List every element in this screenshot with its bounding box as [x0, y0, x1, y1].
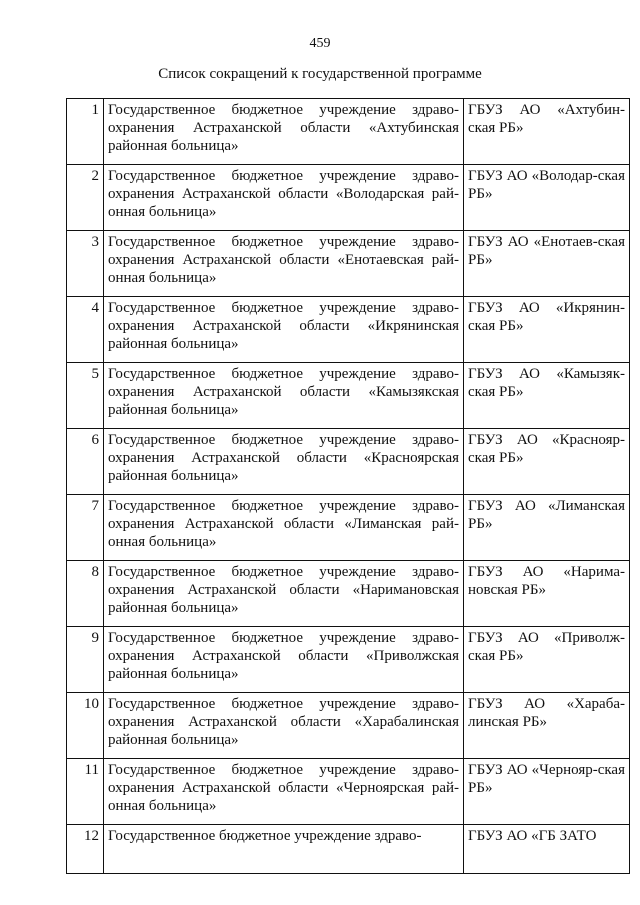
institution-name: Государственное бюджетное учреждение здраво-охранения Астраханской области «Енотаевская рай-онная больница» — [104, 231, 464, 297]
row-number: 10 — [67, 693, 104, 759]
table-row — [67, 231, 630, 297]
institution-name: Государственное бюджетное учреждение здраво-охранения Астраханской области «Наримановская районная больница» — [104, 561, 464, 627]
institution-name: Государственное бюджетное учреждение здраво-охранения Астраханской области «Черноярская рай-онная больница» — [104, 759, 464, 825]
row-number: 11 — [67, 759, 104, 825]
institution-name: Государственное бюджетное учреждение здраво-охранения Астраханской области «Лиманская рай-онная больница» — [104, 495, 464, 561]
row-number: 3 — [67, 231, 104, 297]
row-number: 4 — [67, 297, 104, 363]
institution-name: Государственное бюджетное учреждение здраво-охранения Астраханской области «Ахтубинская районная больница» — [104, 99, 464, 165]
institution-abbreviation: ГБУЗ АО «Икрянин-ская РБ» — [464, 297, 630, 363]
institution-abbreviation: ГБУЗ АО «Камызяк-ская РБ» — [464, 363, 630, 429]
table-row — [67, 561, 630, 627]
row-number: 1 — [67, 99, 104, 165]
table-row — [67, 429, 630, 495]
institution-abbreviation: ГБУЗ АО «Краснояр-ская РБ» — [464, 429, 630, 495]
institution-name: Государственное бюджетное учреждение здраво-охранения Астраханской области «Камызякская районная больница» — [104, 363, 464, 429]
table-row — [67, 99, 630, 165]
institution-abbreviation: ГБУЗ АО «Володар-ская РБ» — [464, 165, 630, 231]
institution-abbreviation: ГБУЗ АО «Ахтубин-ская РБ» — [464, 99, 630, 165]
row-number: 9 — [67, 627, 104, 693]
institution-abbreviation: ГБУЗ АО «Лиманская РБ» — [464, 495, 630, 561]
institution-name: Государственное бюджетное учреждение здраво-охранения Астраханской области «Володарская рай-онная больница» — [104, 165, 464, 231]
page-number: 459 — [309, 36, 331, 51]
abbreviations-table — [66, 98, 630, 874]
institution-name: Государственное бюджетное учреждение здраво- — [104, 825, 464, 874]
institution-abbreviation: ГБУЗ АО «ГБ ЗАТО — [464, 825, 630, 874]
row-number: 8 — [67, 561, 104, 627]
row-number: 5 — [67, 363, 104, 429]
row-number: 2 — [67, 165, 104, 231]
table-row — [67, 759, 630, 825]
table-row — [67, 825, 630, 874]
row-number: 6 — [67, 429, 104, 495]
institution-name: Государственное бюджетное учреждение здраво-охранения Астраханской области «Харабалинская районная больница» — [104, 693, 464, 759]
institution-name: Государственное бюджетное учреждение здраво-охранения Астраханской области «Красноярская районная больница» — [104, 429, 464, 495]
row-number: 7 — [67, 495, 104, 561]
table-row — [67, 297, 630, 363]
institution-abbreviation: ГБУЗ АО «Хараба-линская РБ» — [464, 693, 630, 759]
institution-abbreviation: ГБУЗ АО «Чернояр-ская РБ» — [464, 759, 630, 825]
row-number: 12 — [67, 825, 104, 874]
institution-abbreviation: ГБУЗ АО «Енотаев-ская РБ» — [464, 231, 630, 297]
table-row — [67, 165, 630, 231]
table-row — [67, 495, 630, 561]
table-row — [67, 627, 630, 693]
institution-abbreviation: ГБУЗ АО «Приволж-ская РБ» — [464, 627, 630, 693]
institution-name: Государственное бюджетное учреждение здраво-охранения Астраханской области «Икрянинская районная больница» — [104, 297, 464, 363]
document-title: Список сокращений к государственной программе — [158, 66, 482, 82]
institution-name: Государственное бюджетное учреждение здраво-охранения Астраханской области «Приволжская районная больница» — [104, 627, 464, 693]
table-row — [67, 363, 630, 429]
institution-abbreviation: ГБУЗ АО «Нарима-новская РБ» — [464, 561, 630, 627]
abbreviations-table-container — [66, 98, 625, 905]
table-row — [67, 693, 630, 759]
